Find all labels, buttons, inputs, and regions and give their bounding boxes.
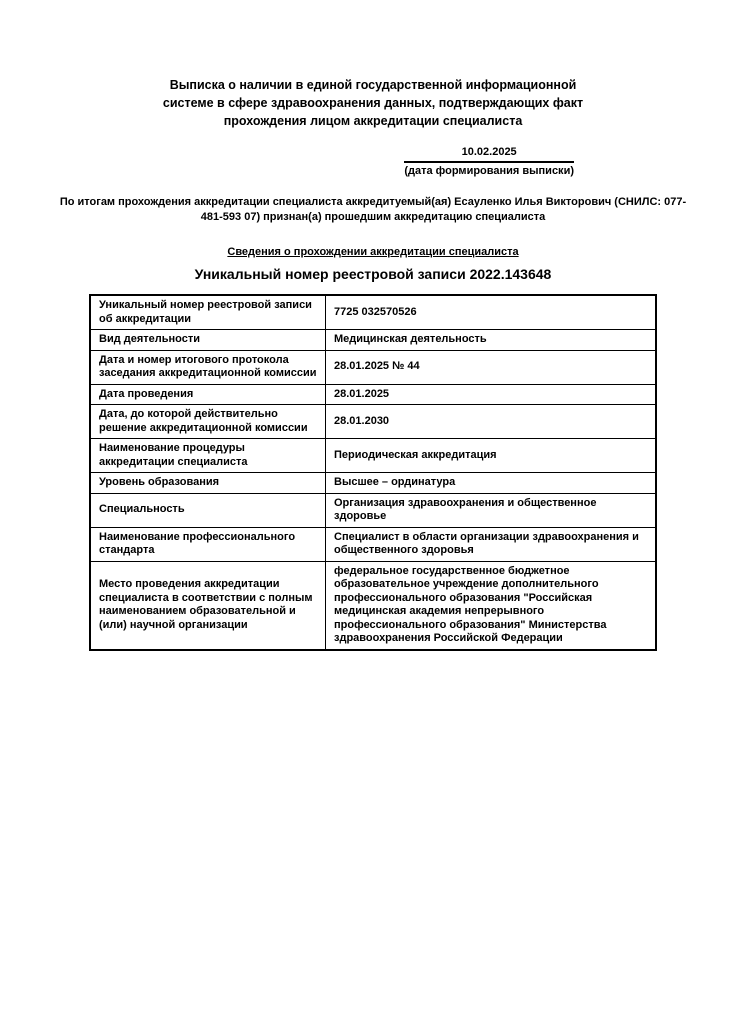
document-title: [93, 0, 653, 130]
row-label-activity-type: Вид деятельности: [90, 330, 326, 351]
row-value-valid-until: 28.01.2030: [326, 405, 657, 439]
document-title-line-1: Выписка о наличии в единой государственной информационной: [169, 78, 577, 92]
row-value-event-date: 28.01.2025: [326, 384, 657, 405]
row-label-venue-organization: Место проведения аккредитации специалиста в соответствии с полным наименованием образовательной и (или) научной организации: [90, 561, 326, 650]
table-row: [90, 330, 656, 351]
document-title-line-2: системе в сфере здравоохранения данных, подтверждающих факт: [162, 96, 584, 110]
row-label-specialty: Специальность: [90, 493, 326, 527]
row-value-venue-organization: федеральное государственное бюджетное образовательное учреждение дополнительного профессионального образования "Российская медицинская академия непрерывного профессионального образования" Министерства здравоохранения Российской Федерации: [326, 561, 657, 650]
row-value-registry-number: 7725 032570526: [326, 295, 657, 330]
section-heading: Сведения о прохождении аккредитации специалиста: [227, 246, 519, 258]
table-row: [90, 439, 656, 473]
table-row: [90, 473, 656, 494]
table-row: [90, 561, 656, 650]
row-value-protocol: 28.01.2025 № 44: [326, 350, 657, 384]
row-label-professional-standard: Наименование профессионального стандарта: [90, 527, 326, 561]
extract-date-value: 10.02.2025: [404, 146, 574, 163]
registry-number-heading: Уникальный номер реестровой записи 2022.143648: [194, 266, 552, 282]
row-value-procedure-name: Периодическая аккредитация: [326, 439, 657, 473]
extract-date-caption: (дата формирования выписки): [404, 165, 574, 177]
intro-paragraph: По итогам прохождения аккредитации специалиста аккредитуемый(ая) Есауленко Илья Викторович (СНИЛС: 077-481-593 07) признан(а) прошедшим аккредитацию специалиста: [59, 196, 687, 223]
table-row: [90, 350, 656, 384]
row-value-professional-standard: Специалист в области организации здравоохранения и общественного здоровья: [326, 527, 657, 561]
table-row: [90, 405, 656, 439]
table-row: [90, 493, 656, 527]
table-row: [90, 527, 656, 561]
accreditation-details-table: [89, 294, 657, 651]
document-title-line-3: прохождения лицом аккредитации специалиста: [223, 114, 523, 128]
row-label-education-level: Уровень образования: [90, 473, 326, 494]
row-label-valid-until: Дата, до которой действительно решение аккредитационной комиссии: [90, 405, 326, 439]
table-row: [90, 295, 656, 330]
row-value-activity-type: Медицинская деятельность: [326, 330, 657, 351]
extract-date-block: [0, 146, 746, 178]
row-value-specialty: Организация здравоохранения и общественное здоровье: [326, 493, 657, 527]
row-label-event-date: Дата проведения: [90, 384, 326, 405]
row-label-protocol: Дата и номер итогового протокола заседания аккредитационной комиссии: [90, 350, 326, 384]
row-value-education-level: Высшее – ординатура: [326, 473, 657, 494]
row-label-registry-number: Уникальный номер реестровой записи об аккредитации: [90, 295, 326, 330]
row-label-procedure-name: Наименование процедуры аккредитации специалиста: [90, 439, 326, 473]
table-row: [90, 384, 656, 405]
